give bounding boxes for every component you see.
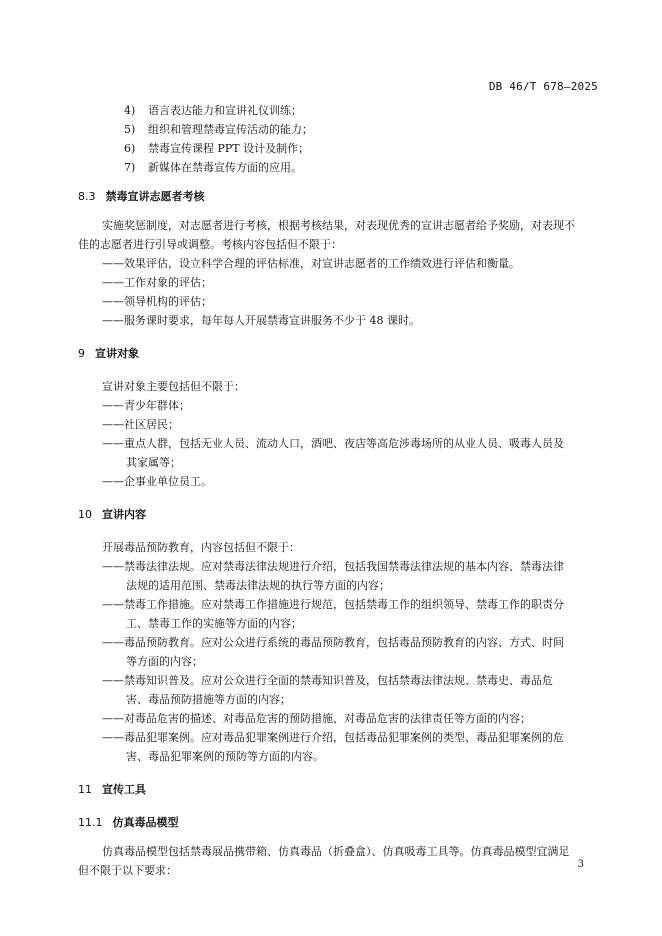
section-number: 10 <box>78 508 92 521</box>
document-code: DB 46/T 678—2025 <box>488 80 598 93</box>
list-item <box>78 101 598 120</box>
section-title: 仿真毒品模型 <box>112 816 179 829</box>
section-heading-11 <box>78 780 598 799</box>
dash-item: ——禁毒工作措施。应对禁毒工作措施进行规范，包括禁毒工作的组织领导、禁毒工作的职责分 <box>102 598 564 611</box>
dash-item: ——毒品预防教育。应对公众进行系统的毒品预防教育，包括毒品预防教育的内容、方式、时间 <box>102 636 564 649</box>
dash-item-continuation: 害、毒品犯罪案例的预防等方面的内容。 <box>126 750 324 763</box>
dash-item-continuation: 工、禁毒工作的实施等方面的内容； <box>126 617 302 630</box>
dash-item: ——工作对象的评估； <box>102 276 212 289</box>
list-item-number: 7) <box>124 161 136 174</box>
paragraph-line: 仿真毒品模型包括禁毒展品携带箱、仿真毒品（折叠盒）、仿真吸毒工具等。仿真毒品模型宜满足 <box>102 845 570 858</box>
list-item-number: 4) <box>124 104 136 117</box>
section-number: 9 <box>78 347 85 360</box>
dash-item-continuation: 害、毒品预防措施等方面的内容； <box>126 693 291 706</box>
dash-item: ——青少年群体； <box>102 399 190 412</box>
dash-item-continuation: 等方面的内容； <box>126 655 203 668</box>
dash-item-continuation: 其家属等； <box>126 456 181 469</box>
section-heading-10 <box>78 505 598 524</box>
dash-item: ——社区居民； <box>102 418 179 431</box>
list-item <box>78 139 598 158</box>
section-number: 8.3 <box>78 190 96 203</box>
list-item <box>78 120 598 139</box>
list-item-text: 组织和管理禁毒宣传活动的能力； <box>148 123 313 136</box>
section-title: 宣讲对象 <box>95 347 139 360</box>
dash-item: ——服务课时要求，每年每人开展禁毒宣讲服务不少于 48 课时。 <box>102 314 420 327</box>
list-item-number: 5) <box>124 123 136 136</box>
section-heading-8-3 <box>78 187 598 206</box>
paragraph-line: 开展毒品预防教育，内容包括但不限于： <box>102 541 300 554</box>
list-item-number: 6) <box>124 142 136 155</box>
dash-item-continuation: 法规的适用范围、禁毒法律法规的执行等方面的内容； <box>126 579 390 592</box>
paragraph-line: 宣讲对象主要包括但不限于： <box>102 380 245 393</box>
dash-item: ——重点人群，包括无业人员、流动人口，酒吧、夜店等高危涉毒场所的从业人员、吸毒人员及 <box>102 437 564 450</box>
paragraph-line: 但不限于以下要求： <box>78 864 177 877</box>
dash-item: ——禁毒法律法规。应对禁毒法律法规进行介绍，包括我国禁毒法律法规的基本内容、禁毒法律 <box>102 560 564 573</box>
dash-item: ——企事业单位员工。 <box>102 475 212 488</box>
paragraph-line: 实施奖惩制度，对志愿者进行考核，根据考核结果，对表现优秀的宣讲志愿者给予奖励，对表现不 <box>102 219 575 232</box>
section-number: 11 <box>78 783 92 796</box>
paragraph-line: 佳的志愿者进行引导或调整。考核内容包括但不限于： <box>78 238 342 251</box>
section-title: 禁毒宣讲志愿者考核 <box>105 190 205 203</box>
section-heading-11-1 <box>78 813 598 832</box>
list-item <box>78 158 598 177</box>
section-title: 宣讲内容 <box>102 508 146 521</box>
list-item-text: 新媒体在禁毒宣传方面的应用。 <box>148 161 302 174</box>
section-number: 11.1 <box>78 816 103 829</box>
document-body <box>78 101 598 880</box>
dash-item: ——毒品犯罪案例。应对毒品犯罪案例进行介绍，包括毒品犯罪案例的类型、毒品犯罪案例的危 <box>102 731 564 744</box>
dash-item: ——禁毒知识普及。应对公众进行全面的禁毒知识普及，包括禁毒法律法规、禁毒史、毒品危 <box>102 674 553 687</box>
list-item-text: 语言表达能力和宣讲礼仪训练； <box>148 104 302 117</box>
dash-item: ——对毒品危害的描述、对毒品危害的预防措施、对毒品危害的法律责任等方面的内容； <box>102 712 531 725</box>
dash-item: ——领导机构的评估； <box>102 295 212 308</box>
section-title: 宣传工具 <box>102 783 146 796</box>
section-heading-9 <box>78 344 598 363</box>
list-item-text: 禁毒宣传课程 PPT 设计及制作； <box>148 142 310 155</box>
dash-item: ——效果评估，设立科学合理的评估标准，对宣讲志愿者的工作绩效进行评估和衡量。 <box>102 257 520 270</box>
page-number: 3 <box>577 859 584 870</box>
